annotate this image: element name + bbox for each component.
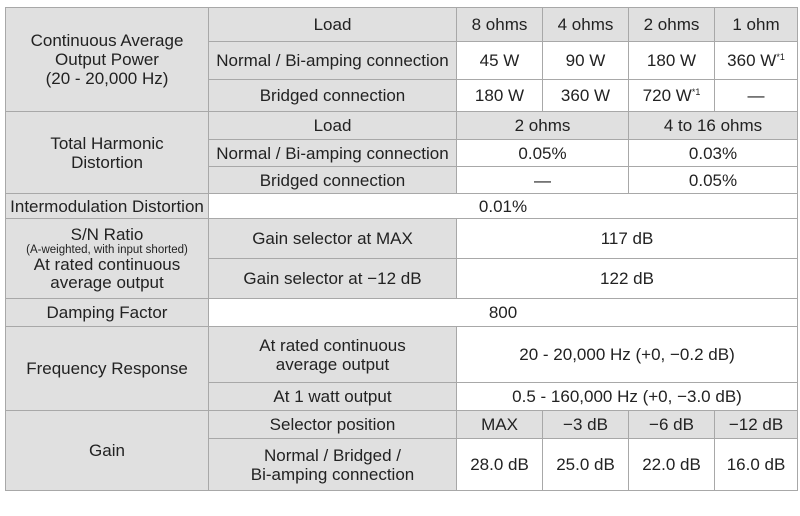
gain-value-minus12: 16.0 dB (715, 439, 798, 491)
sn-condition-line1: At rated continuous (33, 254, 181, 274)
power-normal-1-value: 360 W (727, 51, 777, 70)
freq-rated-row (6, 327, 798, 383)
sn-max-label: Gain selector at MAX (209, 219, 457, 259)
load-1-ohm: 1 ohm (715, 8, 798, 42)
power-normal-2: 180 W (629, 42, 715, 80)
load-2-ohms: 2 ohms (629, 8, 715, 42)
thd-bridged-label: Bridged connection (209, 167, 457, 194)
output-power-load-row (6, 8, 798, 42)
sn-minus12-value: 122 dB (457, 259, 798, 299)
sn-title (6, 219, 209, 299)
output-power-load-label: Load (209, 8, 457, 42)
sn-condition-line2: average output (50, 272, 164, 292)
thd-load-4-16-ohms: 4 to 16 ohms (629, 112, 798, 140)
specifications-table (5, 7, 798, 491)
power-bridged-2-value: 720 W (642, 86, 692, 105)
sn-title-text: S/N Ratio (70, 224, 144, 244)
power-bridged-1: — (715, 80, 798, 112)
output-power-title-line2: Output Power (55, 50, 159, 69)
power-normal-8: 45 W (457, 42, 543, 80)
sn-max-row (6, 219, 798, 259)
footnote-marker: *1 (691, 87, 701, 97)
gain-value-minus3: 25.0 dB (543, 439, 629, 491)
freq-rated-line1: At rated continuous (259, 335, 406, 355)
gain-value-max: 28.0 dB (457, 439, 543, 491)
thd-title-line1: Total Harmonic (50, 133, 164, 153)
thd-load-label: Load (209, 112, 457, 140)
gain-selector-label: Selector position (209, 411, 457, 439)
power-bridged-2 (629, 80, 715, 112)
imd-value: 0.01% (209, 194, 798, 219)
load-8-ohms: 8 ohms (457, 8, 543, 42)
footnote-marker: *1 (776, 52, 785, 62)
imd-label: Intermodulation Distortion (6, 194, 209, 219)
gain-label: Gain (6, 411, 209, 491)
freq-1w-value: 0.5 - 160,000 Hz (+0, −3.0 dB) (457, 383, 798, 411)
thd-load-row (6, 112, 798, 140)
thd-bridged-4-16-ohms: 0.05% (629, 167, 798, 194)
thd-load-2-ohms: 2 ohms (457, 112, 629, 140)
gain-selector-row (6, 411, 798, 439)
power-normal-1 (715, 42, 798, 80)
thd-normal-4-16-ohms: 0.03% (629, 140, 798, 167)
gain-connection-line1: Normal / Bridged / (264, 445, 401, 465)
damping-row (6, 299, 798, 327)
power-bridged-8: 180 W (457, 80, 543, 112)
gain-value-minus6: 22.0 dB (629, 439, 715, 491)
freq-1w-label: At 1 watt output (209, 383, 457, 411)
sn-subtitle: (A-weighted, with input shorted) (26, 243, 188, 256)
gain-pos-minus3: −3 dB (543, 411, 629, 439)
thd-title (6, 112, 209, 194)
damping-value: 800 (209, 299, 798, 327)
thd-title-line2: Distortion (71, 152, 143, 172)
output-power-title-line1: Continuous Average (30, 31, 184, 50)
output-power-title-line3: (20 - 20,000 Hz) (45, 69, 169, 88)
freq-rated-label (209, 327, 457, 383)
load-4-ohms: 4 ohms (543, 8, 629, 42)
freq-rated-line2: average output (275, 354, 390, 374)
thd-normal-label: Normal / Bi-amping connection (209, 140, 457, 167)
gain-pos-max: MAX (457, 411, 543, 439)
sn-minus12-label: Gain selector at −12 dB (209, 259, 457, 299)
power-bridged-4: 360 W (543, 80, 629, 112)
imd-row (6, 194, 798, 219)
gain-connection-line2: Bi-amping connection (250, 464, 415, 484)
gain-connection-label (209, 439, 457, 491)
sn-max-value: 117 dB (457, 219, 798, 259)
thd-normal-2-ohms: 0.05% (457, 140, 629, 167)
freq-rated-value: 20 - 20,000 Hz (+0, −0.2 dB) (457, 327, 798, 383)
output-power-normal-label: Normal / Bi-amping connection (209, 42, 457, 80)
output-power-title (6, 8, 209, 112)
gain-pos-minus6: −6 dB (629, 411, 715, 439)
power-normal-4: 90 W (543, 42, 629, 80)
damping-label: Damping Factor (6, 299, 209, 327)
output-power-bridged-label: Bridged connection (209, 80, 457, 112)
freq-label: Frequency Response (6, 327, 209, 411)
gain-pos-minus12: −12 dB (715, 411, 798, 439)
thd-bridged-2-ohms: — (457, 167, 629, 194)
